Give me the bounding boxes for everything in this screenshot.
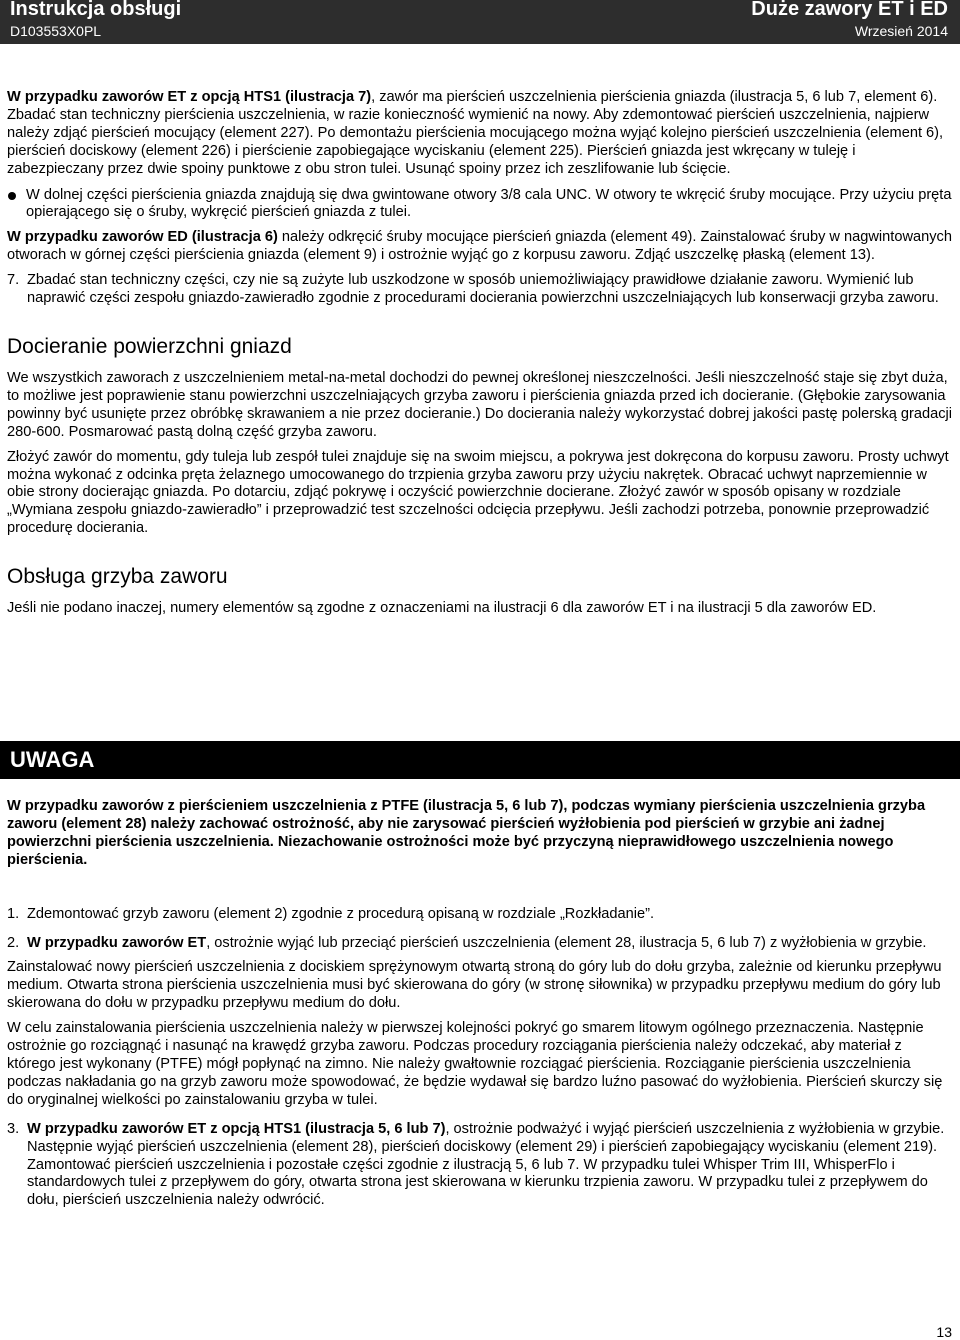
notice-label: UWAGA	[0, 741, 960, 779]
notice-and-steps	[7, 798, 953, 1210]
bullet-item	[7, 187, 953, 223]
main-content	[7, 89, 953, 618]
step-3-text: , ostrożnie podważyć i wyjąć pierścień uszczelnienia z wyżłobienia w grzybie. Następnie wyjąć pierścień uszczelnienia (element 28), pierścień dociskowy (element 29) i pierścień zapobiegający wyciskaniu (element 219). Zamontować pierścień uszczelnienia i pozostałe części zgodnie z ilustracją 5, 6 lub 7. W przypadku tulei Whisper Trim III, WhisperFlo i standardowych tulei z przepływem do góry, otwarta strona jest skierowana w kierunku trzpienia zaworu. W przypadku tulei z przepływem do dołu, pierścień uszczelnienia należy odwrócić.	[27, 1120, 945, 1209]
bullet-text: W dolnej części pierścienia gniazda znajdują się dwa gwintowane otwory 3/8 cala UNC. W otwory te wkręcić śruby mocujące. Przy użyciu pręta opierającego się o śruby, wykręcić pierścień gniazda z tulei.	[26, 186, 952, 221]
step-7	[7, 272, 953, 308]
step-1-text: Zdemontować grzyb zaworu (element 2) zgodnie z procedurą opisaną w rozdziale „Rozkładanie”.	[27, 905, 655, 922]
publication-date: Wrzesień 2014	[854, 23, 948, 39]
step-1	[7, 906, 953, 924]
bullet-icon	[8, 192, 16, 200]
notice-banner	[0, 741, 960, 779]
plug-intro-paragraph: Jeśli nie podano inaczej, numery elementów są zgodne z oznaczeniami na ilustracji 6 dla zaworów ET i na ilustracji 5 dla zaworów ED.	[7, 600, 877, 617]
step-3	[7, 1121, 953, 1211]
ed-bold-lead: W przypadku zaworów ED (ilustracja 6)	[7, 229, 278, 246]
lapping-paragraph-1: We wszystkich zaworach z uszczelnieniem metal-na-metal dochodzi do pewnej określonej nieszczelności. Jeśli nieszczelność staje się zbyt duża, to możliwe jest poprawienie stanu powierzchni uszczelniających grzyba zaworu i pierścienia gniazda przed ich docieranie. (Głębokie zarysowania powinny być usunięte przez obróbkę skrawaniem a nie przez docieranie.) Do docierania należy wykorzystać dobrej jakości pastę polerską gradacji 280-600. Posmarować pastą dolną część grzyba zaworu.	[7, 369, 953, 440]
ed-text: należy odkręcić śruby mocujące pierścień gniazda (element 49). Zainstalować śruby w nagwintowanych otworach w górnej części pierścienia gniazda (element 9) i ostrożnie wyjąć go z korpusu zaworu. Zdjąć uszczelkę płaską (element 13).	[7, 229, 952, 264]
step-2-text: , ostrożnie wyjąć lub przeciąć pierścień uszczelnienia (element 28, ilustracja 5, 6 lub 7) z wyżłobienia w grzybie.	[206, 934, 927, 951]
notice-text: W przypadku zaworów z pierścieniem uszczelnienia z PTFE (ilustracja 5, 6 lub 7), podczas wymiany pierścienia uszczelnienia grzyba zaworu (element 28) należy zachować ostrożność, aby nie zarysować pierścień wyżłobienia pod pierścień w grzybie ani żadnej powierzchni pierścienia uszczelnienia. Niezachowanie ostrożności może być przyczyną nieprawidłowego uszczelnienia nowego pierścienia.	[7, 798, 926, 868]
page-header	[0, 0, 960, 44]
step-7-text: Zbadać stan techniczny części, czy nie są zużyte lub uszkodzone w sposób uniemożliwiający prawidłowe działanie zaworu. Wymienić lub naprawić części zespołu gniazdo-zawieradło zgodnie z procedurami docierania powierzchni uszczelniających lub konserwacji grzyba zaworu.	[27, 272, 939, 307]
product-name: Duże zawory ET i ED	[751, 0, 948, 20]
step-7-number: 7.	[7, 272, 20, 289]
manual-title: Instrukcja obsługi	[10, 0, 182, 20]
step-1-number: 1.	[7, 905, 20, 922]
page-number: 13	[936, 1324, 952, 1340]
step-3-bold-lead: W przypadku zaworów ET z opcją HTS1 (ilustracja 5, 6 lub 7)	[27, 1120, 446, 1137]
step-2	[7, 935, 953, 953]
hts1-bold-lead: W przypadku zaworów ET z opcją HTS1 (ilustracja 7)	[7, 89, 372, 105]
hts1-paragraph	[7, 89, 953, 179]
step-2-bold-lead: W przypadku zaworów ET	[27, 934, 207, 951]
mount-paragraph: W celu zainstalowania pierścienia uszczelnienia należy w pierwszej kolejności pokryć go smarem litowym ogólnego przeznaczenia. Następnie ostrożnie go rozciągnąć i nasunąć na krawędź grzyba zaworu. Podczas procedury rozciągania pierścienia należy odczekać, aby materiał z którego jest wykonany (PTFE) mógł popłynąć na zimno. Nie należy gwałtownie rozciągać pierścienia. Rozciąganie pierścienia uszczelnienia podczas nakładania go na grzyb zaworu może spowodować, że będzie wydawał się bardzo luźno pasować do wyżłobienia. Pierścień skurczy się do oryginalnej wielkości po zainstalowaniu grzyba w tulei.	[7, 1020, 943, 1108]
step-2-number: 2.	[7, 934, 20, 951]
document-number: D103553X0PL	[10, 23, 102, 39]
install-paragraph: Zainstalować nowy pierścień uszczelnienia z dociskiem sprężynowym otwartą stroną do góry lub do dołu grzyba, zależnie od kierunku przepływu medium. Otwarta strona pierścienia uszczelnienia musi być skierowana do góry (w stronę siłownika) w przypadku przepływu medium do góry lub skierowana do dołu w przypadku przepływu medium do dołu.	[7, 959, 942, 1012]
lapping-paragraph-2: Złożyć zawór do momentu, gdy tuleja lub zespół tulei znajduje się na swoim miejscu, a pokrywa jest dokręcona do korpusu zaworu. Prosty uchwyt można wykonać z odcinka pręta żelaznego umocowanego do trzpienia grzyba zaworu przy użyciu nakrętek. Obracać uchwyt naprzemiennie w obie strony docierając gniazda. Po dotarciu, zdjąć pokrywę i oczyścić powierzchnie docierane. Złożyć zawór w sposób opisany w rozdziale „Wymiana zespołu gniazdo-zawieradło” i przeprowadzić test szczelności odcięcia przepływu. Jeśli zachodzi potrzeba, ponownie przeprowadzić procedurę docierania.	[7, 448, 949, 537]
hts1-text: , zawór ma pierścień uszczelnienia pierścienia gniazda (ilustracja 5, 6 lub 7, element 6). Zbadać stan techniczny pierścienia uszczelnienia, w razie konieczność wymienić na nowy. Aby zdemontować pierścień uszczelnienia, najpierw należy zdjąć pierścień mocujący (element 227). Po demontażu pierścienia mocującego można wyjąć kolejno pierścień uszczelnienia (element 6), pierścień dociskowy (element 226) i pierścienie zapobiegające wyciskaniu (element 225). Pierścień gniazda jest wkręcany w tuleję i zabezpieczany przez dwie spoiny punktowe z obu stron tulei. Usunąć spoiny przez ich zeszlifowanie lub ścięcie.	[7, 89, 944, 177]
step-3-number: 3.	[7, 1120, 20, 1137]
ed-paragraph	[7, 229, 953, 265]
section-heading-lapping: Docieranie powierzchni gniazd	[7, 334, 292, 358]
section-heading-plug: Obsługa grzyba zaworu	[7, 565, 228, 589]
